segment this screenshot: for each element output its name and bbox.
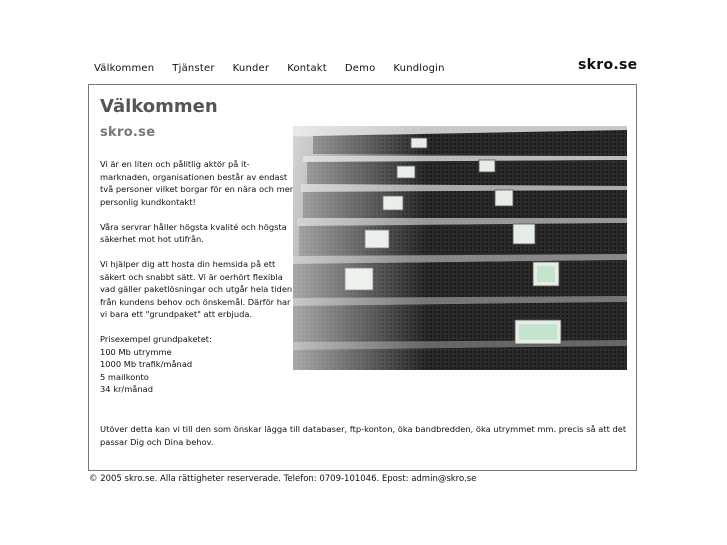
price-item: 100 Mb utrymme <box>100 346 172 357</box>
price-item: 1000 Mb trafik/månad <box>100 359 193 369</box>
nav-item-valkommen[interactable]: Välkommen <box>94 63 155 74</box>
content-box <box>88 84 637 471</box>
page-title: Välkommen <box>100 96 218 117</box>
nav-item-kontakt[interactable]: Kontakt <box>287 63 327 74</box>
paragraph-hosting: Vi hjälper dig att hosta din hemsida på ett säkert och snabbt sätt. Vi är oerhört flexibla vad gäller paketlösningar och utgår hela tiden från kundens behov och önskemål. Därför har vi bara ett "grundpaket" att erbjuda. <box>100 259 293 319</box>
nav-item-demo[interactable]: Demo <box>344 63 376 74</box>
server-rack-image <box>293 126 627 370</box>
bottom-text: Utöver detta kan vi till den som önskar lägga till databaser, ftp-konton, öka bandbredden, öka utrymmet mm. precis så att det passar Dig och Dina behov. <box>100 424 627 447</box>
page-subtitle: skro.se <box>100 125 156 140</box>
price-heading: Prisexempel grundpaketet: <box>100 334 212 344</box>
site-brand: skro.se <box>578 57 638 73</box>
paragraph-servers: Våra servrar håller högsta kvalité och högsta säkerhet mot hot utifrån. <box>100 221 287 244</box>
top-navigation <box>94 63 463 74</box>
intro-text <box>100 158 295 396</box>
footer-text: © 2005 skro.se. Alla rättigheter reserverade. Telefon: 0709-101046. Epost: admin@skro.se <box>89 474 477 484</box>
nav-item-kundlogin[interactable]: Kundlogin <box>393 63 445 74</box>
nav-item-tjanster[interactable]: Tjänster <box>172 63 215 74</box>
price-item: 5 mailkonto <box>100 371 149 382</box>
server-rack-photo <box>293 126 627 370</box>
nav-item-kunder[interactable]: Kunder <box>232 63 270 74</box>
paragraph-intro: Vi är en liten och pålitlig aktör på it-marknaden, organisationen består av endast två personer vilket borgar för en nära och mer personlig kundkontakt! <box>100 159 294 207</box>
price-item: 34 kr/månad <box>100 384 153 394</box>
